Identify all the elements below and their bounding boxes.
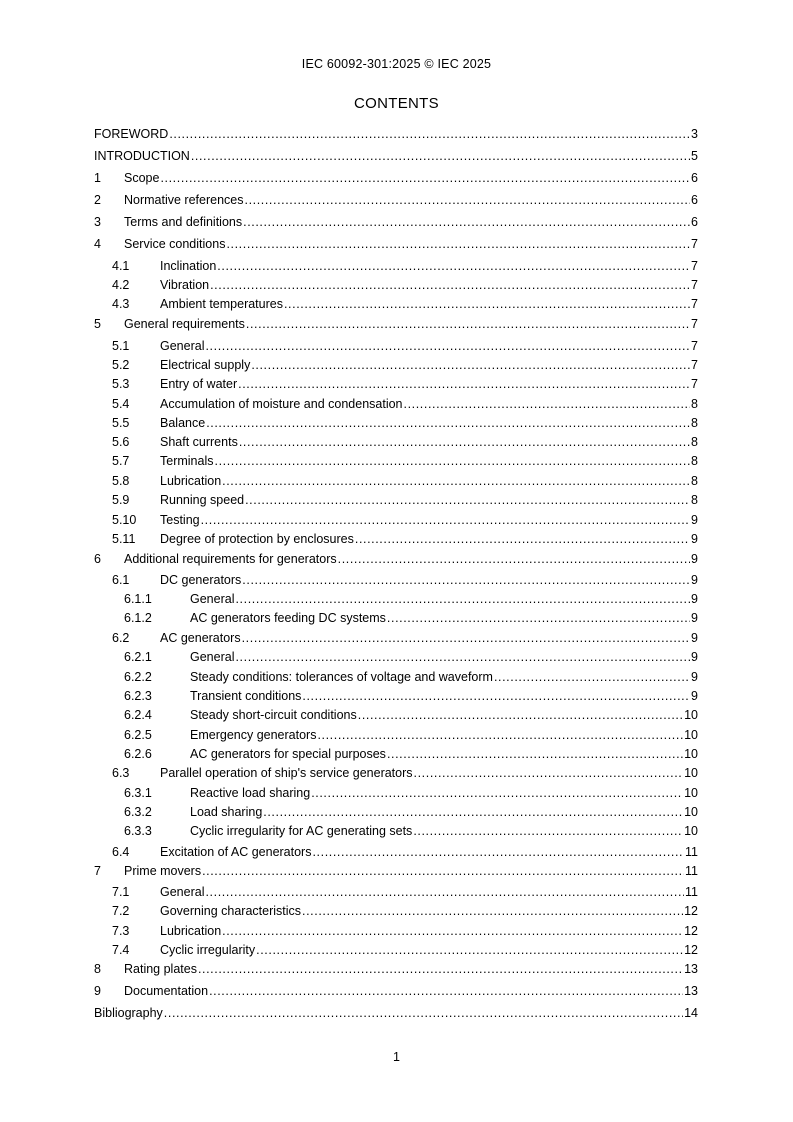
toc-entry-number: 6 <box>94 552 101 566</box>
toc-entry-number: 7.3 <box>112 924 130 938</box>
toc-entry-number: 5.6 <box>112 435 130 449</box>
toc-entry-page: 14 <box>684 1006 698 1020</box>
toc-entry[interactable] <box>94 784 698 802</box>
toc-dot-leader <box>311 784 683 802</box>
toc-entry-label: Vibration <box>160 278 210 292</box>
toc-entry-number: 5.2 <box>112 358 130 372</box>
toc-entry-page: 12 <box>684 943 698 957</box>
toc-dot-leader <box>302 902 683 920</box>
toc-entry-number: 6.4 <box>112 845 130 859</box>
toc-entry-label: Transient conditions <box>190 689 302 703</box>
toc-entry[interactable] <box>94 147 698 165</box>
toc-dot-leader <box>404 395 691 413</box>
toc-entry-page: 9 <box>691 573 698 587</box>
toc-entry[interactable] <box>94 687 698 705</box>
toc-entry[interactable] <box>94 315 698 333</box>
toc-entry-label: Accumulation of moisture and condensation <box>160 397 403 411</box>
toc-entry-label: General <box>160 885 205 899</box>
toc-entry[interactable] <box>94 629 698 647</box>
toc-dot-leader <box>338 550 690 568</box>
toc-entry-label: Terms and definitions <box>124 215 243 229</box>
toc-dot-leader <box>284 295 690 313</box>
toc-entry[interactable] <box>94 235 698 253</box>
toc-entry-label: Entry of water <box>160 377 238 391</box>
toc-entry[interactable] <box>94 706 698 724</box>
toc-dot-leader <box>202 862 684 880</box>
toc-entry-label: Cyclic irregularity <box>160 943 256 957</box>
document-header: IEC 60092-301:2025 © IEC 2025 <box>301 57 492 71</box>
toc-entry-label: Terminals <box>160 454 214 468</box>
toc-entry-page: 9 <box>691 689 698 703</box>
toc-dot-leader <box>239 433 690 451</box>
toc-dot-leader <box>242 629 690 647</box>
toc-dot-leader <box>206 414 690 432</box>
toc-entry-page: 7 <box>691 259 698 273</box>
toc-entry-number: 2 <box>94 193 101 207</box>
toc-entry-label: Excitation of AC generators <box>160 845 312 859</box>
toc-entry-page: 8 <box>691 416 698 430</box>
toc-entry-page: 9 <box>691 532 698 546</box>
toc-dot-leader <box>256 941 683 959</box>
toc-entry-label: Bibliography <box>94 1006 163 1020</box>
toc-entry-number: 5.7 <box>112 454 130 468</box>
toc-entry-page: 7 <box>691 278 698 292</box>
toc-entry[interactable] <box>94 295 698 313</box>
toc-entry-number: 5.9 <box>112 493 130 507</box>
toc-entry[interactable] <box>94 257 698 275</box>
toc-entry-number: 6.2.5 <box>124 728 152 742</box>
toc-entry-page: 12 <box>684 904 698 918</box>
toc-entry[interactable] <box>94 571 698 589</box>
toc-entry-label: Normative references <box>124 193 244 207</box>
toc-dot-leader <box>235 590 690 608</box>
toc-dot-leader <box>198 960 683 978</box>
toc-entry-number: 7.4 <box>112 943 130 957</box>
toc-entry-number: 5.3 <box>112 377 130 391</box>
toc-entry-page: 11 <box>685 885 698 899</box>
toc-dot-leader <box>222 922 683 940</box>
toc-entry-label: Parallel operation of ship's service generators <box>160 766 413 780</box>
toc-entry-page: 8 <box>691 493 698 507</box>
toc-entry[interactable] <box>94 745 698 763</box>
toc-entry-number: 4 <box>94 237 101 251</box>
toc-entry-number: 5 <box>94 317 101 331</box>
toc-entry[interactable] <box>94 726 698 744</box>
toc-entry-page: 10 <box>684 824 698 838</box>
toc-dot-leader <box>246 315 690 333</box>
toc-entry[interactable] <box>94 862 698 880</box>
toc-entry-page: 9 <box>691 592 698 606</box>
toc-entry-label: Additional requirements for generators <box>124 552 337 566</box>
toc-dot-leader <box>201 511 690 529</box>
toc-entry[interactable] <box>94 648 698 666</box>
toc-entry-page: 8 <box>691 474 698 488</box>
toc-entry[interactable] <box>94 843 698 861</box>
toc-entry-number: 6.2.4 <box>124 708 152 722</box>
toc-dot-leader <box>160 169 690 187</box>
toc-entry-number: 6.2 <box>112 631 130 645</box>
toc-entry[interactable] <box>94 452 698 470</box>
toc-entry[interactable] <box>94 883 698 901</box>
page-title: CONTENTS <box>354 95 439 112</box>
toc-entry-label: General <box>190 592 235 606</box>
toc-entry-label: General requirements <box>124 317 245 331</box>
toc-dot-leader <box>355 530 690 548</box>
toc-entry-label: Electrical supply <box>160 358 251 372</box>
toc-entry[interactable] <box>94 472 698 490</box>
toc-entry-label: AC generators <box>160 631 241 645</box>
toc-dot-leader <box>494 668 690 686</box>
toc-entry-page: 7 <box>691 317 698 331</box>
toc-entry[interactable] <box>94 902 698 920</box>
toc-entry[interactable] <box>94 395 698 413</box>
toc-entry[interactable] <box>94 668 698 686</box>
toc-entry[interactable] <box>94 414 698 432</box>
toc-entry[interactable] <box>94 590 698 608</box>
toc-dot-leader <box>205 883 684 901</box>
toc-dot-leader <box>215 452 691 470</box>
toc-entry-label: Ambient temperatures <box>160 297 283 311</box>
toc-entry-page: 10 <box>684 766 698 780</box>
toc-entry-label: Reactive load sharing <box>190 786 311 800</box>
toc-entry-label: General <box>160 339 205 353</box>
toc-dot-leader <box>263 803 683 821</box>
toc-entry-page: 13 <box>684 984 698 998</box>
toc-entry[interactable] <box>94 922 698 940</box>
toc-entry-page: 7 <box>691 377 698 391</box>
toc-entry-page: 3 <box>691 127 698 141</box>
toc-entry-label: AC generators for special purposes <box>190 747 386 761</box>
toc-entry[interactable] <box>94 213 698 231</box>
toc-entry-label: Steady conditions: tolerances of voltage and waveform <box>190 670 493 684</box>
toc-entry[interactable] <box>94 609 698 627</box>
toc-entry-label: Shaft currents <box>160 435 238 449</box>
toc-entry-number: 6.1.1 <box>124 592 152 606</box>
toc-entry-page: 7 <box>691 339 698 353</box>
toc-dot-leader <box>169 125 690 143</box>
toc-entry-label: Service conditions <box>124 237 226 251</box>
toc-dot-leader <box>205 337 690 355</box>
toc-entry-number: 4.2 <box>112 278 130 292</box>
toc-dot-leader <box>302 687 690 705</box>
toc-dot-leader <box>317 726 683 744</box>
toc-entry-number: 4.1 <box>112 259 130 273</box>
toc-entry[interactable] <box>94 960 698 978</box>
toc-entry-number: 4.3 <box>112 297 130 311</box>
toc-dot-leader <box>243 213 690 231</box>
toc-entry-label: Inclination <box>160 259 217 273</box>
toc-entry-label: Running speed <box>160 493 245 507</box>
toc-entry-number: 8 <box>94 962 101 976</box>
toc-entry-number: 5.4 <box>112 397 130 411</box>
toc-entry-page: 8 <box>691 454 698 468</box>
toc-dot-leader <box>245 191 691 209</box>
toc-entry[interactable] <box>94 1004 698 1022</box>
toc-entry-page: 7 <box>691 237 698 251</box>
toc-entry-label: AC generators feeding DC systems <box>190 611 386 625</box>
toc-dot-leader <box>217 257 690 275</box>
toc-dot-leader <box>222 472 690 490</box>
toc-entry-number: 1 <box>94 171 101 185</box>
toc-entry-page: 9 <box>691 611 698 625</box>
toc-entry-page: 12 <box>684 924 698 938</box>
toc-entry-label: Emergency generators <box>190 728 317 742</box>
toc-entry[interactable] <box>94 125 698 143</box>
toc-entry[interactable] <box>94 356 698 374</box>
toc-entry[interactable] <box>94 764 698 782</box>
toc-entry-page: 9 <box>691 513 698 527</box>
toc-dot-leader <box>387 745 683 763</box>
toc-entry-page: 9 <box>691 650 698 664</box>
toc-entry[interactable] <box>94 491 698 509</box>
toc-entry-number: 5.8 <box>112 474 130 488</box>
toc-entry-label: INTRODUCTION <box>94 149 190 163</box>
toc-entry-page: 5 <box>691 149 698 163</box>
toc-dot-leader <box>387 609 690 627</box>
toc-entry-number: 6.3.2 <box>124 805 152 819</box>
toc-entry-page: 8 <box>691 397 698 411</box>
toc-dot-leader <box>210 276 690 294</box>
toc-entry[interactable] <box>94 530 698 548</box>
toc-dot-leader <box>245 491 690 509</box>
toc-entry[interactable] <box>94 375 698 393</box>
toc-entry-label: Testing <box>160 513 200 527</box>
toc-entry-number: 6.2.1 <box>124 650 152 664</box>
toc-entry-label: Lubrication <box>160 924 222 938</box>
toc-entry-number: 6.3.1 <box>124 786 152 800</box>
toc-entry-number: 5.10 <box>112 513 137 527</box>
toc-entry-page: 9 <box>691 552 698 566</box>
toc-entry-label: Scope <box>124 171 160 185</box>
toc-entry-label: Documentation <box>124 984 209 998</box>
toc-entry[interactable] <box>94 337 698 355</box>
toc-dot-leader <box>226 235 690 253</box>
page-number: 1 <box>393 1050 400 1064</box>
toc-entry-number: 6.2.6 <box>124 747 152 761</box>
toc-dot-leader <box>235 648 690 666</box>
toc-entry-label: Load sharing <box>190 805 263 819</box>
toc-dot-leader <box>414 764 684 782</box>
toc-entry-number: 6.2.2 <box>124 670 152 684</box>
toc-entry-number: 7 <box>94 864 101 878</box>
toc-entry-label: Steady short-circuit conditions <box>190 708 357 722</box>
toc-entry-page: 8 <box>691 435 698 449</box>
toc-entry[interactable] <box>94 982 698 1000</box>
toc-entry-page: 6 <box>691 215 698 229</box>
toc-entry-label: Lubrication <box>160 474 222 488</box>
toc-entry-page: 6 <box>691 193 698 207</box>
toc-entry-page: 10 <box>684 805 698 819</box>
toc-entry[interactable] <box>94 433 698 451</box>
toc-entry-page: 10 <box>684 708 698 722</box>
toc-entry-number: 6.2.3 <box>124 689 152 703</box>
toc-dot-leader <box>242 571 690 589</box>
toc-entry[interactable] <box>94 191 698 209</box>
toc-entry-number: 6.1.2 <box>124 611 152 625</box>
toc-entry-page: 9 <box>691 631 698 645</box>
toc-entry[interactable] <box>94 941 698 959</box>
toc-entry-page: 10 <box>684 728 698 742</box>
toc-entry-page: 13 <box>684 962 698 976</box>
toc-dot-leader <box>209 982 683 1000</box>
toc-entry-label: Cyclic irregularity for AC generating sets <box>190 824 413 838</box>
toc-entry[interactable] <box>94 276 698 294</box>
toc-dot-leader <box>238 375 690 393</box>
toc-entry[interactable] <box>94 511 698 529</box>
toc-entry-page: 11 <box>685 864 698 878</box>
toc-dot-leader <box>191 147 690 165</box>
toc-dot-leader <box>413 822 683 840</box>
toc-entry[interactable] <box>94 822 698 840</box>
toc-entry-number: 7.1 <box>112 885 130 899</box>
toc-entry-number: 5.11 <box>112 532 136 546</box>
toc-entry-number: 6.1 <box>112 573 130 587</box>
toc-entry-number: 6.3.3 <box>124 824 152 838</box>
toc-entry-page: 6 <box>691 171 698 185</box>
toc-entry-page: 9 <box>691 670 698 684</box>
toc-entry-label: Balance <box>160 416 206 430</box>
toc-entry-label: General <box>190 650 235 664</box>
toc-dot-leader <box>358 706 683 724</box>
toc-entry-number: 9 <box>94 984 101 998</box>
toc-entry-page: 7 <box>691 358 698 372</box>
toc-entry-number: 7.2 <box>112 904 130 918</box>
toc-dot-leader <box>251 356 690 374</box>
toc-entry-label: Prime movers <box>124 864 202 878</box>
toc-entry-label: DC generators <box>160 573 242 587</box>
toc-entry-page: 10 <box>684 747 698 761</box>
toc-entry-number: 6.3 <box>112 766 130 780</box>
toc-entry-label: Rating plates <box>124 962 197 976</box>
toc-entry-number: 5.1 <box>112 339 130 353</box>
toc-entry-label: Degree of protection by enclosures <box>160 532 354 546</box>
toc-entry-label: FOREWORD <box>94 127 169 141</box>
toc-entry-page: 11 <box>685 845 698 859</box>
toc-entry-page: 10 <box>684 786 698 800</box>
toc-dot-leader <box>164 1004 683 1022</box>
toc-entry-page: 7 <box>691 297 698 311</box>
toc-entry[interactable] <box>94 169 698 187</box>
toc-entry[interactable] <box>94 803 698 821</box>
toc-entry-label: Governing characteristics <box>160 904 302 918</box>
toc-entry-number: 5.5 <box>112 416 130 430</box>
toc-dot-leader <box>312 843 684 861</box>
toc-entry[interactable] <box>94 550 698 568</box>
toc-entry-number: 3 <box>94 215 101 229</box>
